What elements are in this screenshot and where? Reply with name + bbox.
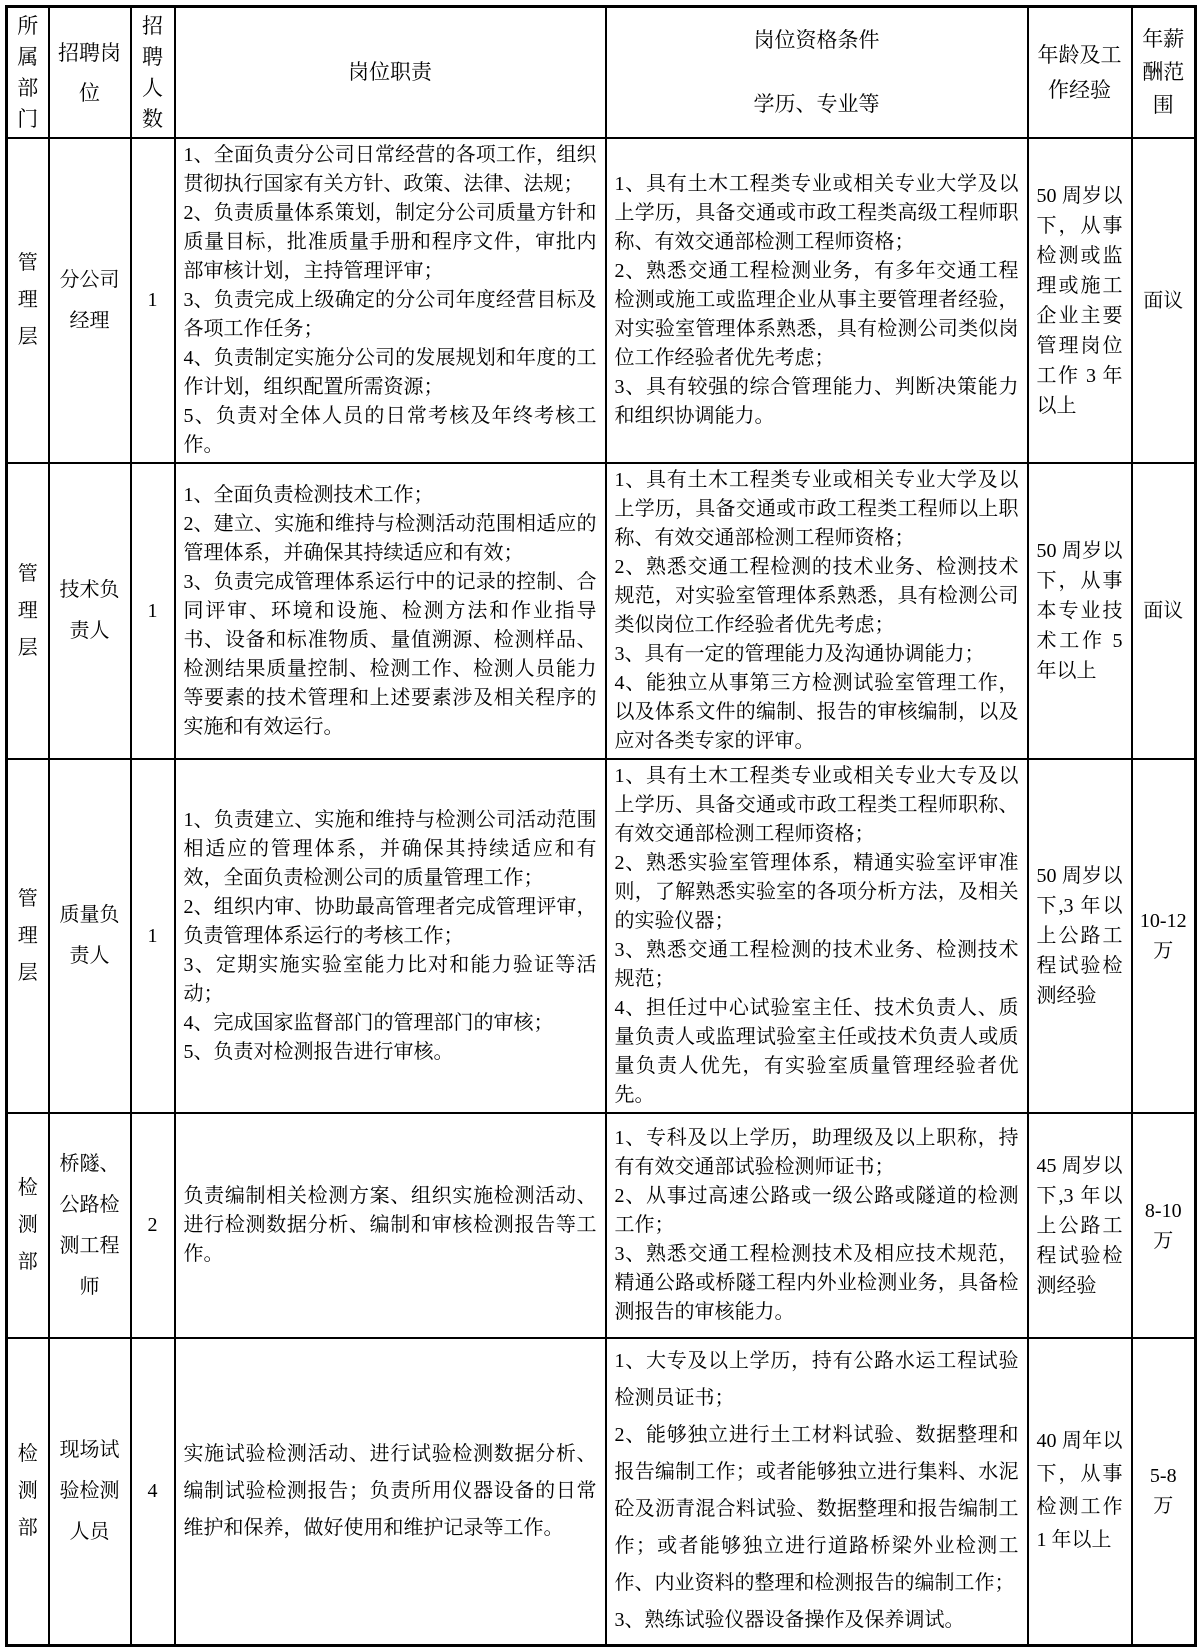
cell-headcount: 4 — [131, 1338, 175, 1645]
qualification-item: 3、具有较强的综合管理能力、判断决策能力和组织协调能力。 — [614, 376, 1019, 427]
cell-age-experience: 50 周岁以下，从事检测或监理或施工企业主要管理岗位工作 3 年以上 — [1028, 138, 1132, 463]
duty-item: 5、负责对全体人员的日常考核及年终考核工作。 — [183, 405, 597, 456]
cell-age-experience: 50 周岁以下,3 年以上公路工程试验检测经验 — [1028, 759, 1132, 1113]
qualification-item: 1、专科及以上学历，助理级及以上职称，持有有效交通部试验检测师证书； — [614, 1127, 1019, 1178]
cell-qualifications — [606, 759, 1028, 1113]
cell-age-experience: 50 周岁以下，从事本专业技术工作 5 年以上 — [1028, 463, 1132, 759]
duty-item: 2、负责质量体系策划，制定分公司质量方针和质量目标，批准质量手册和程序文件，审批内部审核计划，主持管理评审； — [183, 202, 597, 282]
cell-salary: 面议 — [1132, 463, 1196, 759]
cell-duties — [175, 1113, 606, 1338]
duty-item: 3、负责完成管理体系运行中的记录的控制、合同评审、环境和设施、检测方法和作业指导书、设备和标准物质、量值溯源、检测样品、检测结果质量控制、检测工作、检测人员能力等要素的技术管理和上述要素涉及相关程序的实施和有效运行。 — [183, 570, 597, 738]
table-row — [7, 463, 1196, 759]
duty-item: 负责编制相关检测方案、组织实施检测活动、进行检测数据分析、编制和审核检测报告等工作。 — [183, 1185, 597, 1265]
table-header-row — [7, 7, 1196, 139]
qualification-item: 1、大专及以上学历，持有公路水运工程试验检测员证书； — [614, 1350, 1019, 1410]
cell-department: 检测部 — [7, 1338, 49, 1645]
header-duties: 岗位职责 — [175, 7, 606, 139]
qualification-item: 2、熟悉交通工程检测业务，有多年交通工程检测或施工或监理企业从事主要管理者经验，对实验室管理体系熟悉，具有检测公司类似岗位工作经验者优先考虑； — [614, 260, 1019, 369]
qualification-item: 4、担任过中心试验室主任、技术负责人、质量负责人或监理试验室主任或技术负责人或质量负责人优先，有实验室质量管理经验者优先。 — [614, 997, 1019, 1106]
recruitment-table — [5, 5, 1197, 1647]
cell-duties — [175, 463, 606, 759]
duty-item: 4、负责制定实施分公司的发展规划和年度的工作计划，组织配置所需资源； — [183, 347, 597, 398]
cell-position: 桥隧、公路检测工程师 — [49, 1113, 131, 1338]
header-qualification-sub: 学历、专业等 — [753, 92, 880, 117]
cell-salary: 8-10 万 — [1132, 1113, 1196, 1338]
cell-department: 检测部 — [7, 1113, 49, 1338]
cell-salary: 面议 — [1132, 138, 1196, 463]
cell-position: 质量负责人 — [49, 759, 131, 1113]
qualification-item: 2、能够独立进行土工材料试验、数据整理和报告编制工作；或者能够独立进行集料、水泥砼及沥青混合料试验、数据整理和报告编制工作；或者能够独立进行道路桥梁外业检测工作、内业资料的整理和检测报告的编制工作； — [614, 1424, 1019, 1595]
cell-department: 管理层 — [7, 759, 49, 1113]
cell-headcount: 1 — [131, 759, 175, 1113]
header-salary-range: 年薪酬范围 — [1132, 7, 1196, 139]
qualification-item: 2、从事过高速公路或一级公路或隧道的检测工作； — [614, 1185, 1019, 1236]
cell-qualifications — [606, 1113, 1028, 1338]
cell-qualifications — [606, 1338, 1028, 1645]
cell-department: 管理层 — [7, 463, 49, 759]
qualification-item: 3、熟悉交通工程检测技术及相应技术规范，精通公路或桥隧工程内外业检测业务，具备检测报告的审核能力。 — [614, 1243, 1019, 1323]
cell-age-experience: 45 周岁以下,3 年以上公路工程试验检测经验 — [1028, 1113, 1132, 1338]
cell-headcount: 2 — [131, 1113, 175, 1338]
cell-department: 管理层 — [7, 138, 49, 463]
duty-item: 3、定期实施实验室能力比对和能力验证等活动； — [183, 953, 597, 1005]
qualification-item: 4、能独立从事第三方检测试验室管理工作，以及体系文件的编制、报告的审核编制，以及应对各类专家的评审。 — [614, 672, 1019, 752]
duty-item: 2、建立、实施和维持与检测活动范围相适应的管理体系，并确保其持续适应和有效； — [183, 512, 597, 564]
cell-position: 分公司经理 — [49, 138, 131, 463]
cell-duties — [175, 138, 606, 463]
cell-qualifications — [606, 138, 1028, 463]
duty-item: 5、负责对检测报告进行审核。 — [183, 1040, 454, 1063]
qualification-item: 3、具有一定的管理能力及沟通协调能力； — [614, 643, 985, 665]
header-qualification-title: 岗位资格条件 — [753, 27, 880, 52]
table-row — [7, 1113, 1196, 1338]
cell-age-experience: 40 周年以下，从事检测工作 1 年以上 — [1028, 1338, 1132, 1645]
cell-duties — [175, 1338, 606, 1645]
header-qualifications — [606, 7, 1028, 139]
table-row — [7, 759, 1196, 1113]
cell-position: 现场试验检测人员 — [49, 1338, 131, 1645]
duty-item: 4、完成国家监督部门的管理部门的审核； — [183, 1011, 554, 1034]
table-row — [7, 138, 1196, 463]
duty-item: 1、全面负责分公司日常经营的各项工作，组织贯彻执行国家有关方针、政策、法律、法规； — [183, 144, 597, 195]
header-age-experience: 年龄及工作经验 — [1028, 7, 1132, 139]
qualification-item: 3、熟悉交通工程检测的技术业务、检测技术规范； — [614, 939, 1019, 990]
cell-duties — [175, 759, 606, 1113]
cell-position: 技术负责人 — [49, 463, 131, 759]
cell-headcount: 1 — [131, 463, 175, 759]
qualification-item: 3、熟练试验仪器设备操作及保养调试。 — [614, 1609, 965, 1632]
duty-item: 1、负责建立、实施和维持与检测公司活动范围相适应的管理体系，并确保其持续适应和有效，全面负责检测公司的质量管理工作； — [183, 808, 597, 889]
duty-item: 2、组织内审、协助最高管理者完成管理评审，负责管理体系运行的考核工作； — [183, 895, 597, 947]
header-department: 所属部门 — [7, 7, 49, 139]
header-headcount: 招聘人数 — [131, 7, 175, 139]
qualification-item: 1、具有土木工程类专业或相关专业大学及以上学历，具备交通或市政工程类高级工程师职称、有效交通部检测工程师资格； — [614, 173, 1019, 253]
cell-salary: 10-12 万 — [1132, 759, 1196, 1113]
qualification-item: 1、具有土木工程类专业或相关专业大专及以上学历、具备交通或市政工程类工程师职称、有效交通部检测工程师资格； — [614, 765, 1019, 845]
header-position: 招聘岗位 — [49, 7, 131, 139]
cell-salary: 5-8 万 — [1132, 1338, 1196, 1645]
qualification-item: 1、具有土木工程类专业或相关专业大学及以上学历，具备交通或市政工程类工程师以上职称、有效交通部检测工程师资格； — [614, 469, 1019, 549]
qualification-item: 2、熟悉实验室管理体系，精通实验室评审准则，了解熟悉实验室的各项分析方法，及相关的实验仪器； — [614, 852, 1019, 932]
duty-item: 1、全面负责检测技术工作； — [183, 483, 434, 506]
duty-item: 3、负责完成上级确定的分公司年度经营目标及各项工作任务； — [183, 289, 597, 340]
table-row — [7, 1338, 1196, 1645]
cell-qualifications — [606, 463, 1028, 759]
cell-headcount: 1 — [131, 138, 175, 463]
qualification-item: 2、熟悉交通工程检测的技术业务、检测技术规范，对实验室管理体系熟悉，具有检测公司类似岗位工作经验者优先考虑； — [614, 556, 1019, 636]
duty-item: 实施试验检测活动、进行试验检测数据分析、编制试验检测报告；负责所用仪器设备的日常维护和保养，做好使用和维护记录等工作。 — [183, 1442, 597, 1539]
